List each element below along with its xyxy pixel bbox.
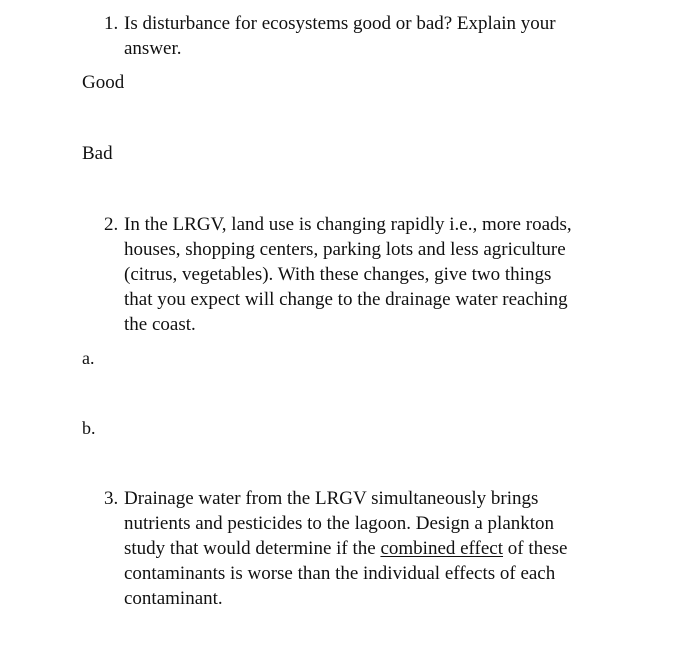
question-3-line-3-end: of these: [503, 538, 568, 559]
question-2-line-2: houses, shopping centers, parking lots and less agriculture: [124, 239, 566, 260]
answer-b-label: b.: [82, 418, 96, 438]
answer-bad-label: Bad: [82, 143, 113, 164]
question-2-line-5: the coast.: [124, 314, 196, 335]
question-3-line-3: [104, 536, 624, 561]
question-1-line-2: answer.: [124, 38, 182, 59]
answer-good-label: Good: [82, 72, 125, 93]
question-3-line-2: nutrients and pesticides to the lagoon. Design a plankton: [124, 513, 555, 534]
question-2-number: 2.: [104, 214, 119, 235]
question-1-number: 1.: [104, 13, 119, 34]
question-1: [104, 11, 624, 61]
question-2: [104, 212, 624, 337]
answer-a-label: a.: [82, 348, 95, 368]
combined-effect-underlined: combined effect: [380, 538, 504, 559]
question-3-line-5: contaminant.: [124, 588, 223, 609]
question-2-line-3: (citrus, vegetables). With these changes, give two things: [124, 264, 552, 285]
question-3-number: 3.: [104, 488, 119, 509]
question-3-line-1: Drainage water from the LRGV simultaneously brings: [124, 488, 539, 509]
question-1-line-1: Is disturbance for ecosystems good or bad? Explain your: [124, 13, 556, 34]
question-2-line-4: that you expect will change to the drainage water reaching: [124, 289, 568, 310]
question-3: [104, 486, 624, 611]
question-3-line-3-start: study that would determine if the: [124, 538, 381, 559]
question-3-line-4: contaminants is worse than the individual effects of each: [124, 563, 556, 584]
question-2-line-1: In the LRGV, land use is changing rapidly i.e., more roads,: [124, 214, 572, 235]
